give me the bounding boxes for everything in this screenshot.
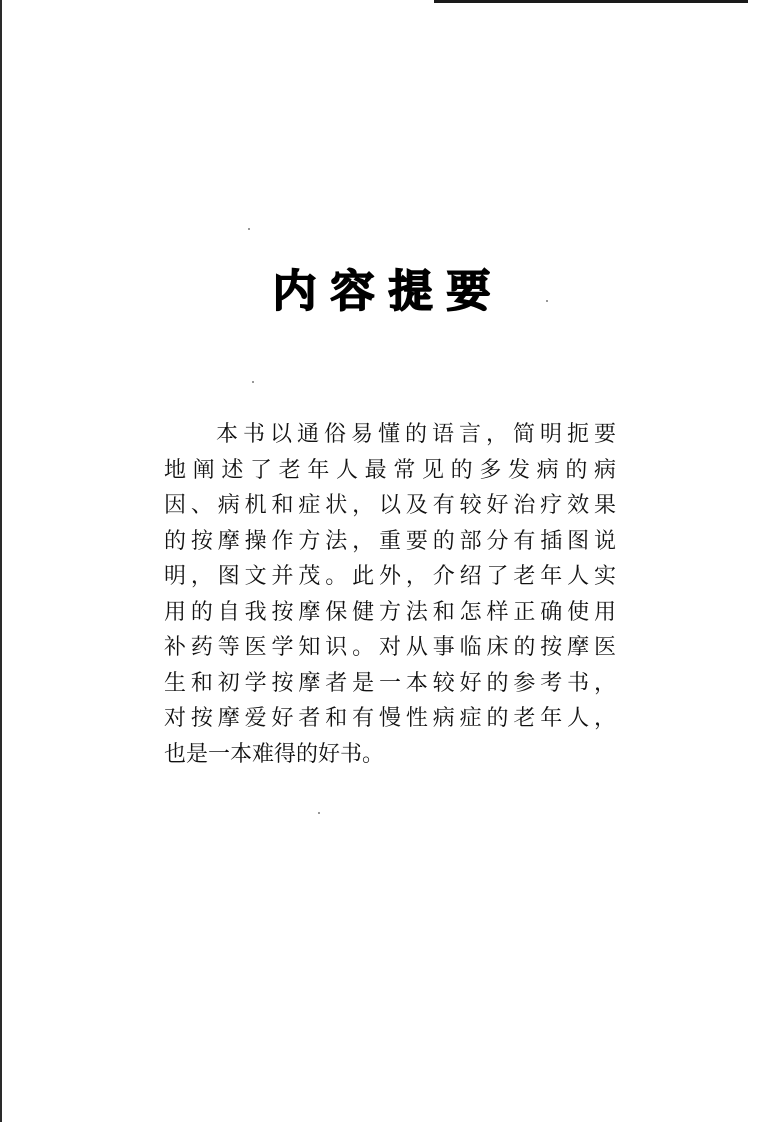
summary-line: 本书以通俗易懂的语言，简明扼要 — [216, 422, 616, 447]
summary-line: 因、病机和症状，以及有较好治疗效果 — [164, 493, 616, 518]
scan-speck — [248, 228, 250, 230]
summary-line: 用的自我按摩保健方法和怎样正确使用 — [164, 599, 616, 625]
summary-line: 明，图文并茂。此外，介绍了老年人实 — [164, 564, 616, 589]
summary-line: 地阐述了老年人最常见的多发病的病 — [164, 457, 616, 483]
top-rule — [434, 0, 748, 3]
page-left-edge — [0, 0, 2, 1122]
summary-line: 补药等医学知识。对从事临床的按摩医 — [164, 635, 616, 660]
summary-line: 的按摩操作方法，重要的部分有插图说 — [164, 528, 616, 554]
scan-speck — [252, 381, 254, 383]
summary-line: 对按摩爱好者和有慢性病症的老年人， — [164, 706, 616, 731]
summary-line: 也是一本难得的好书。 — [164, 741, 385, 767]
scan-speck — [318, 812, 320, 814]
summary-line: 生和初学按摩者是一本较好的参考书， — [164, 670, 616, 696]
page-title: 内容提要 — [272, 266, 505, 317]
summary-paragraph — [164, 417, 634, 772]
